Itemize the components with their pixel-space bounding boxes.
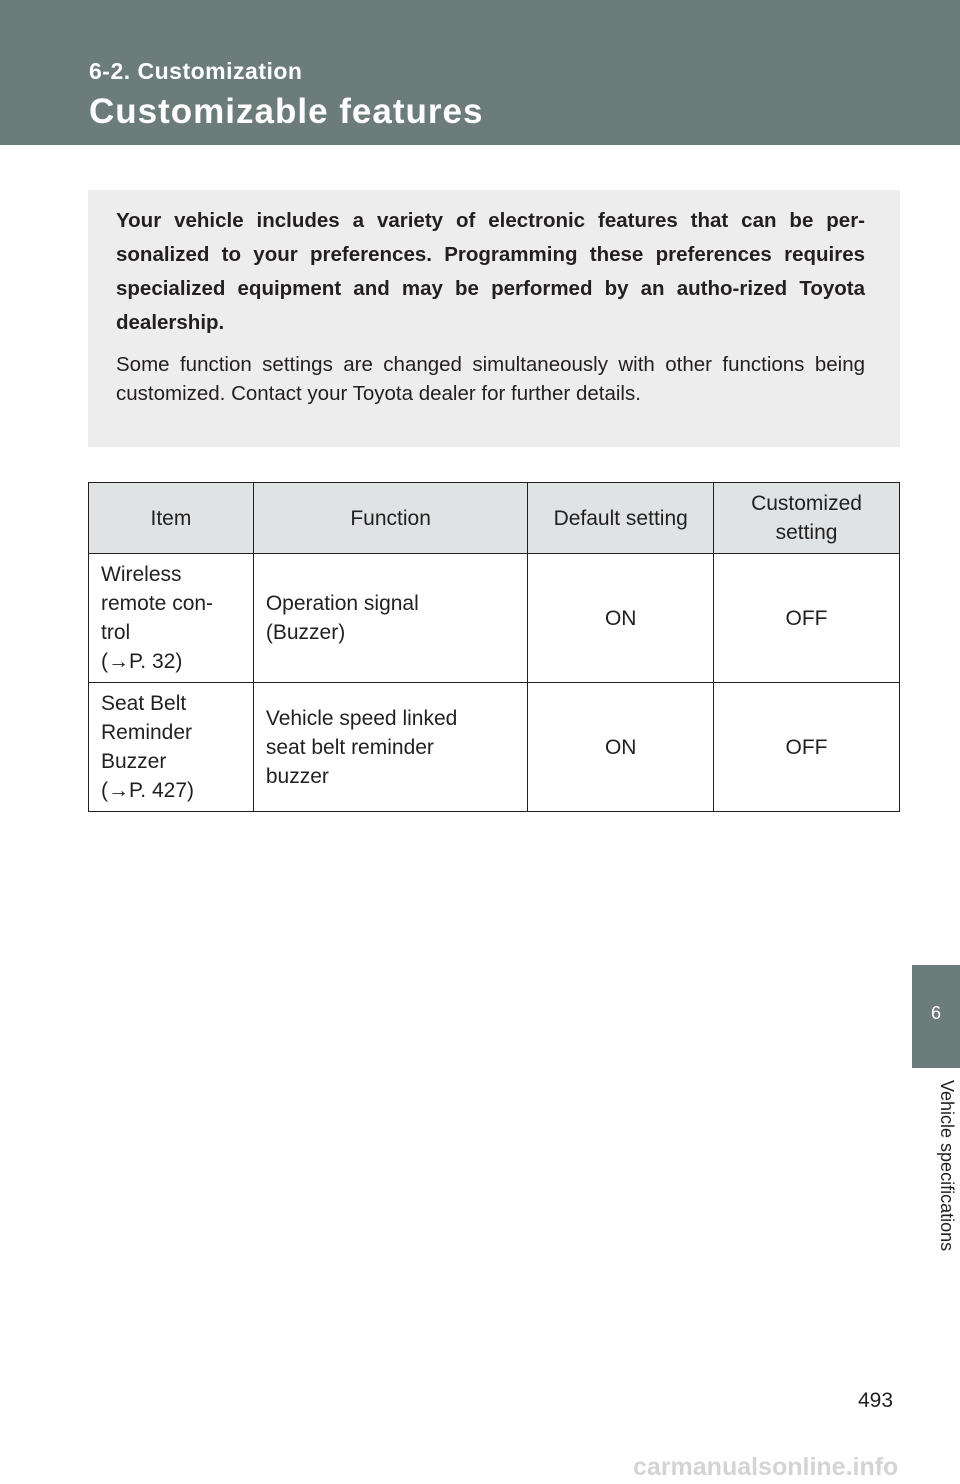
item-line: trol [101,621,131,644]
chapter-name: Vehicle specifications [937,1080,957,1252]
section-label: 6-2. Customization [89,58,303,84]
function-line: (Buzzer) [265,621,346,644]
page-title: Customizable features [89,92,484,131]
table-row [89,554,900,683]
chapter-tab[interactable] [912,965,960,1068]
cell-default-setting: ON [528,683,714,812]
page-reference-link[interactable]: (→P. 32) [101,650,183,673]
page-number: 493 [858,1389,894,1412]
cell-customized-setting: OFF [714,683,900,812]
header-default-setting: Default setting [528,483,714,554]
function-line: Vehicle speed linked [265,706,458,730]
chapter-number: 6 [930,1003,941,1023]
cell-item [89,683,254,812]
features-table [88,482,900,812]
page-header [0,0,960,145]
item-line: remote con- [101,592,214,615]
cell-item [89,554,254,683]
intro-box [88,190,900,447]
cell-function [253,554,528,683]
intro-text: Some function settings are changed simultaneously with other functions being customized. Contact your Toyota dealer for further details. [116,353,865,405]
item-line: Reminder [101,721,193,744]
table-header-row [89,483,900,554]
item-line: Buzzer [101,750,167,773]
function-line: buzzer [265,764,329,788]
cell-function [253,683,528,812]
function-line: seat belt reminder [265,735,434,759]
watermark: carmanualsonline.info [633,1453,899,1481]
cell-default-setting: ON [528,554,714,683]
item-line: Wireless [101,563,182,586]
cell-customized-setting: OFF [714,554,900,683]
item-line: Seat Belt [101,692,187,715]
intro-bold-text: Your vehicle includes a variety of electronic features that can be per-sonalized to your preferences. Programming these preferences requires specialized equipment and may be performed by an autho-rized Toyota dealership. [116,209,865,334]
function-line: Operation signal [265,592,419,615]
header-customized-setting: Customized setting [714,483,900,554]
page-reference-link[interactable]: (→P. 427) [101,779,194,802]
header-function: Function [253,483,528,554]
table-row [89,683,900,812]
header-item: Item [89,483,254,554]
